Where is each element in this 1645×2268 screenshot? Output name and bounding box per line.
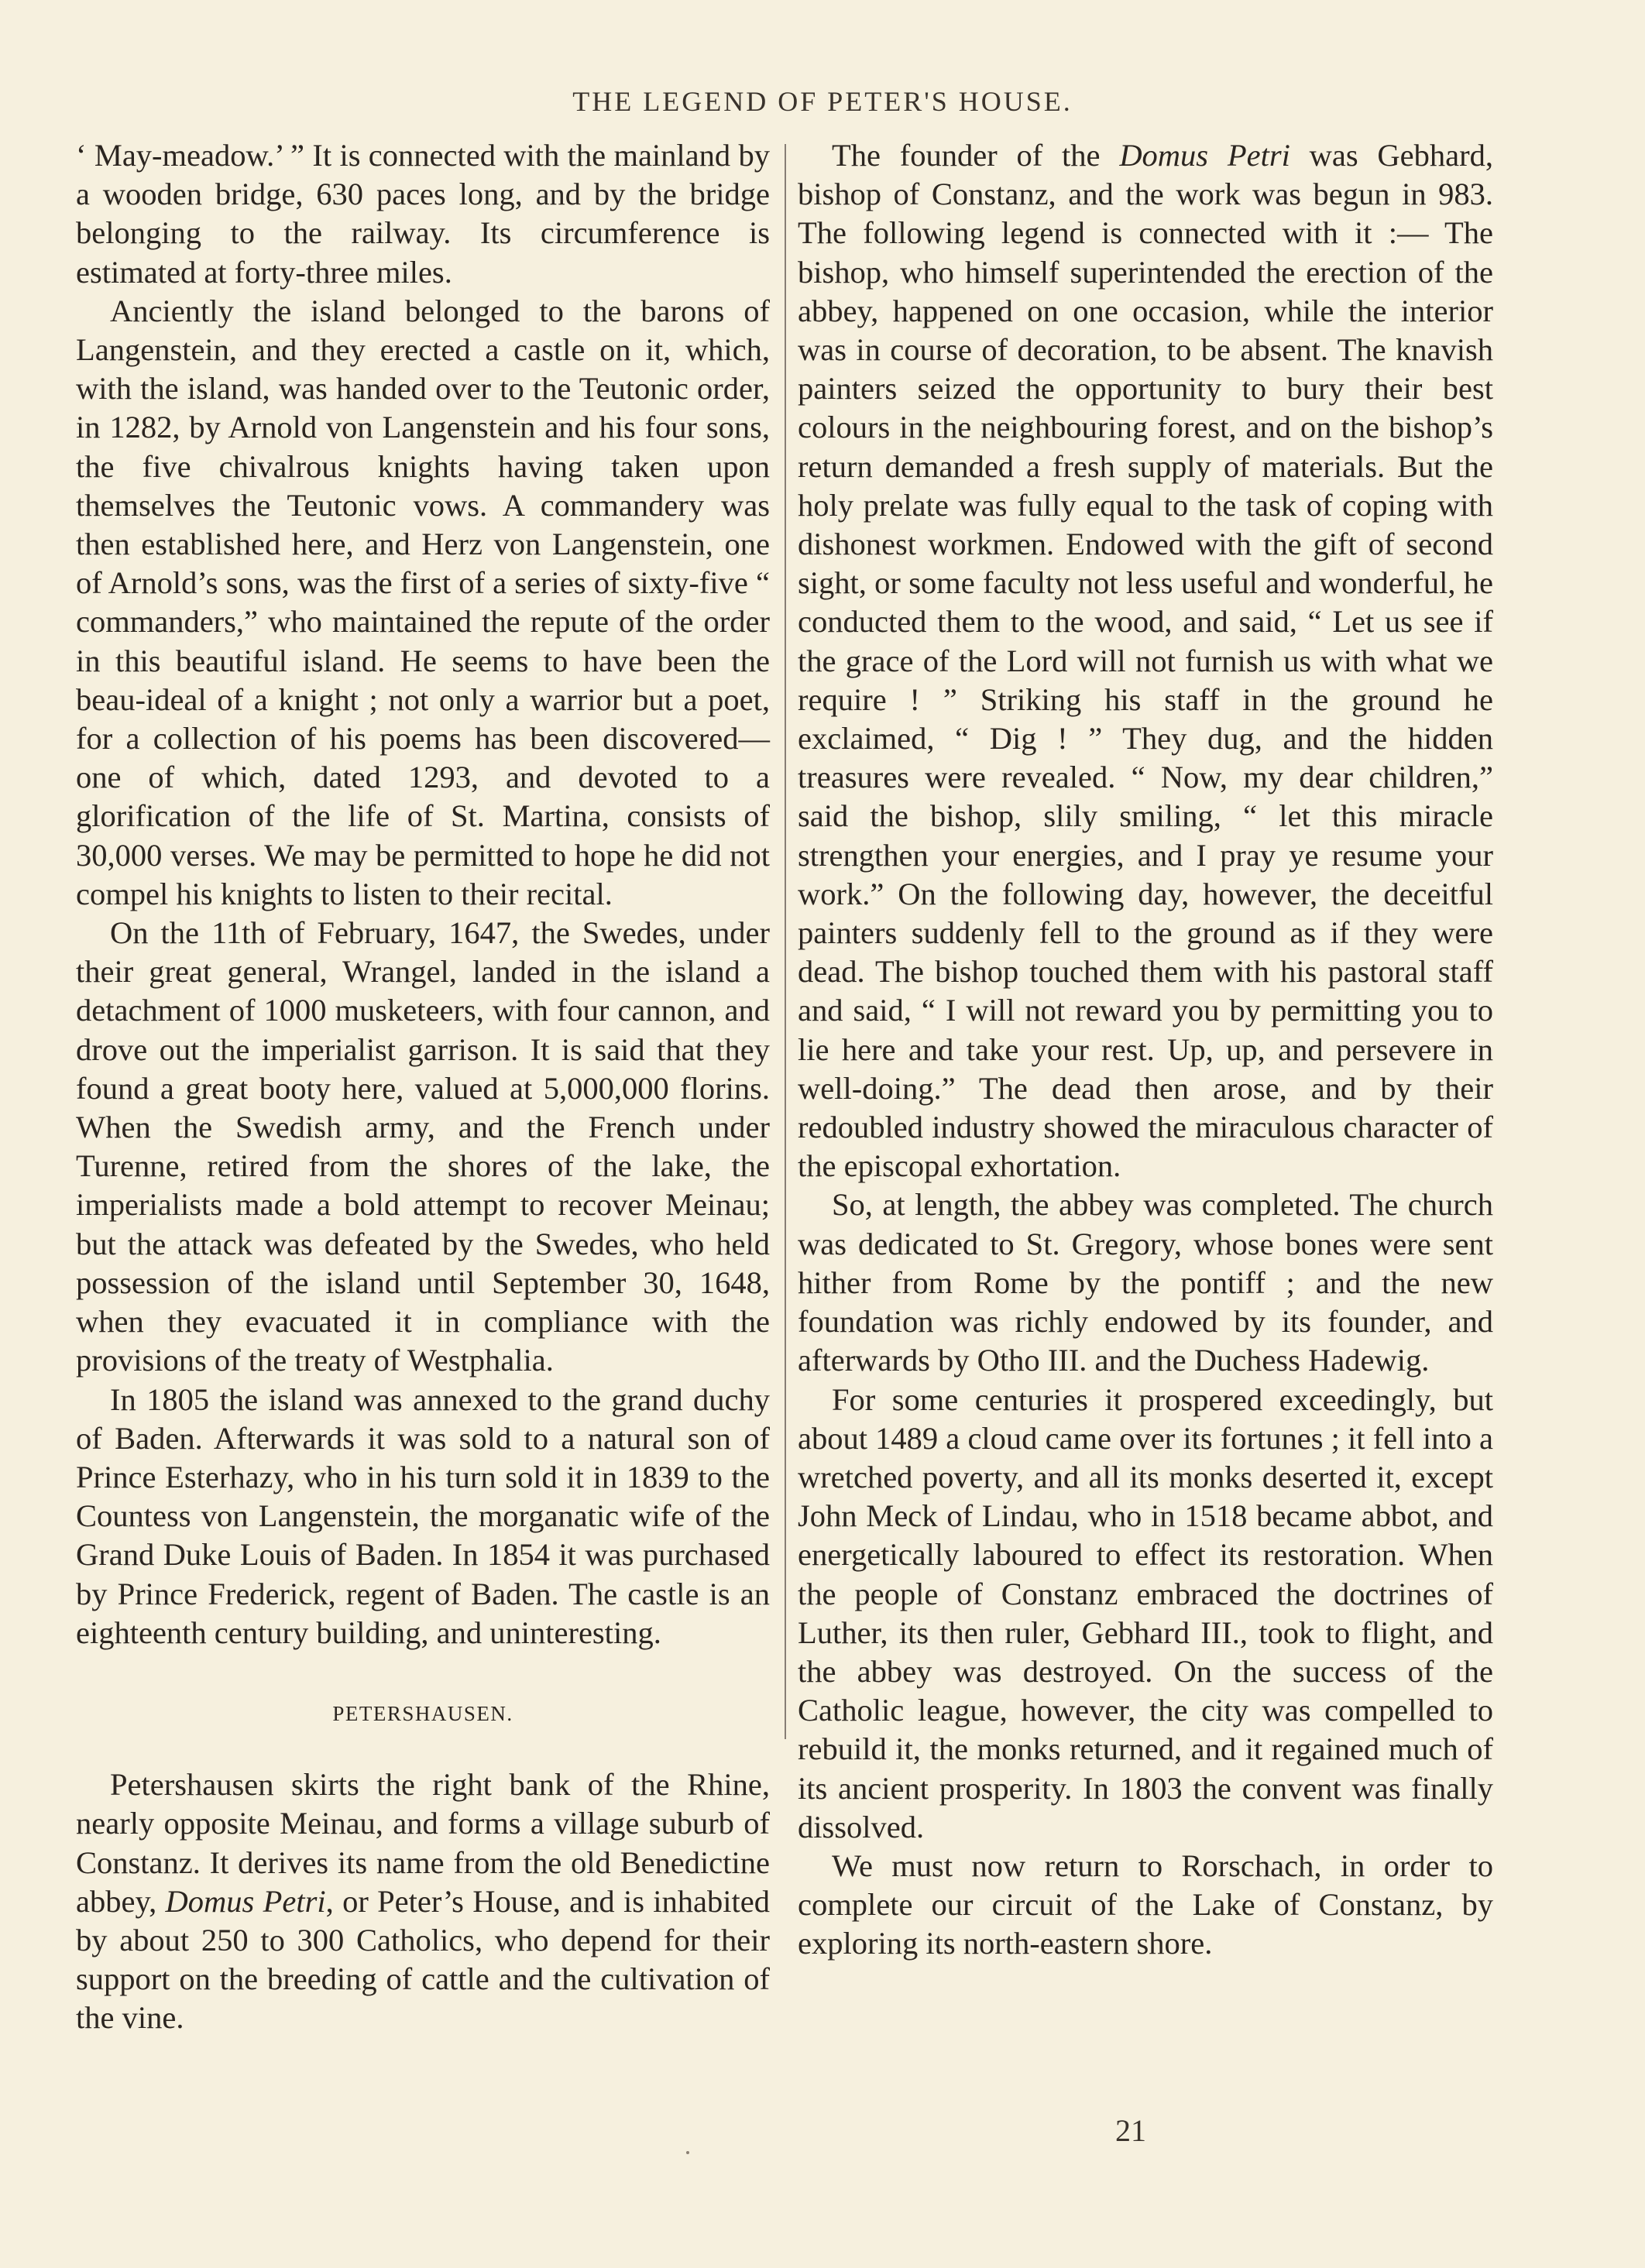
text-run: , or Peter’s House, and is inhabited by about 250 to 300 Catholics, who depend for their support on the breeding of cattle and the cultivation of the vine. xyxy=(76,1883,771,2036)
paragraph: ‘ May-meadow.’ ” It is connected with the mainland by a wooden bridge, 630 paces long, and by the bridge belonging to the railway. Its circumference is estimated at forty-three miles. xyxy=(76,138,770,290)
paragraph: On the 11th of February, 1647, the Swedes, under their great general, Wrangel, landed in the island a detachment of 1000 musketeers, with four cannon, and drove out the imperialist garrison. It is said that they found a great booty here, valued at 5,000,000 florins. When the Swedish army, and the French under Turenne, retired from the shores of the lake, the imperialists made a bold attempt to recover Meinau; but the attack was defeated by the Swedes, who held possession of the island until September 30, 1648, when they evacuated it in compliance with the provisions of the treaty of Westphalia. xyxy=(76,915,770,1378)
column-divider xyxy=(785,144,786,1739)
left-column xyxy=(76,136,770,2038)
running-head: THE LEGEND OF PETER'S HOUSE. xyxy=(572,86,1073,117)
text-run: was Gebhard, bishop of Constanz, and the work was begun in 983. The following legend is connected with it :— The bishop, who himself superintended the erection of the abbey, happened on one occasion, while the interior was in course of decoration, to be absent. The knavish painters seized the opportunity to bury their best colours in the neighbouring forest, and on the bishop’s return demanded a fresh supply of materials. But the holy prelate was fully equal to the task of coping with dishonest workmen. Endowed with the gift of second sight, or some faculty not less useful and wonderful, he conducted them to the wood, and said, “ Let us see if the grace of the Lord will not furnish us with what we require ! ” Striking his staff in the ground he exclaimed, “ Dig ! ” They dug, and the hidden treasures were revealed. “ Now, my dear children,” said the bishop, slily smiling, “ let this miracle strengthen your energies, and I pray ye resume your work.” On the following day, however, the deceitful painters suddenly fell to the ground as if they were dead. The bishop touched them with his pastoral staff and said, “ I will not reward you by permitting you to lie here and take your rest. Up, up, and persevere in well-doing.” The dead then arose, and by their redoubled industry showed the miraculous character of the episcopal exhortation. xyxy=(798,138,1493,1184)
paragraph xyxy=(798,136,1493,1185)
paragraph: So, at length, the abbey was completed. The church was dedicated to St. Gregory, whose bones were sent hither from Rome by the pontiff ; and the new foundation was richly endowed by its founder, and afterwards by Otho III. and the Duchess Hadewig. xyxy=(798,1187,1493,1378)
section-heading: PETERSHAUSEN. xyxy=(332,1701,513,1725)
paper-speck xyxy=(686,2151,689,2154)
right-column xyxy=(798,136,1493,1964)
paragraph xyxy=(76,1765,770,2037)
paragraph: In 1805 the island was annexed to the grand duchy of Baden. Afterwards it was sold to a natural son of Prince Esterhazy, who in his turn sold it in 1839 to the Countess von Langenstein, the morganatic wife of the Grand Duke Louis of Baden. In 1854 it was purchased by Prince Frederick, regent of Baden. The castle is an eighteenth century building, and uninteresting. xyxy=(76,1381,770,1650)
text-run: The founder of the xyxy=(832,138,1101,173)
paragraph: Anciently the island belonged to the barons of Langenstein, and they erected a castle on it, which, with the island, was handed over to the Teutonic order, in 1282, by Arnold von Langenstein and his four sons, the five chivalrous knights having taken upon themselves the Teutonic vows. A commandery was then established here, and Herz von Langenstein, one of Arnold’s sons, was the first of a series of sixty-five “ commanders,” who maintained the repute of the order in this beautiful island. He seems to have been the beau-ideal of a knight ; not only a warrior but a poet, for a collection of his poems has been discovered—one of which, dated 1293, and devoted to a glorification of the life of St. Martina, consists of 30,000 verses. We may be permitted to hope he did not compel his knights to listen to their recital. xyxy=(76,293,770,911)
paragraph: We must now return to Rorschach, in order to complete our circuit of the Lake of Constanz, by exploring its north-eastern shore. xyxy=(798,1848,1493,1961)
italic-title: Domus Petri xyxy=(1119,138,1290,173)
text-run: Petershausen skirts the right bank of the Rhine, nearly opposite Meinau, and forms a village suburb of Constanz. It derives its name from the old Benedictine abbey, xyxy=(76,1767,770,1919)
italic-title: Domus Petri xyxy=(165,1883,326,1919)
paragraph: For some centuries it prospered exceedingly, but about 1489 a cloud came over its fortunes ; it fell into a wretched poverty, and all its monks deserted it, except John Meck of Lindau, who in 1518 became abbot, and energetically laboured to effect its restoration. When the people of Constanz embraced the doctrines of Luther, its then ruler, Gebhard III., took to flight, and the abbey was destroyed. On the success of the Catholic league, however, the city was compelled to rebuild it, the monks returned, and it regained much of its ancient prosperity. In 1803 the convent was finally dissolved. xyxy=(798,1381,1493,1844)
page-number: 21 xyxy=(1115,2113,1146,2148)
